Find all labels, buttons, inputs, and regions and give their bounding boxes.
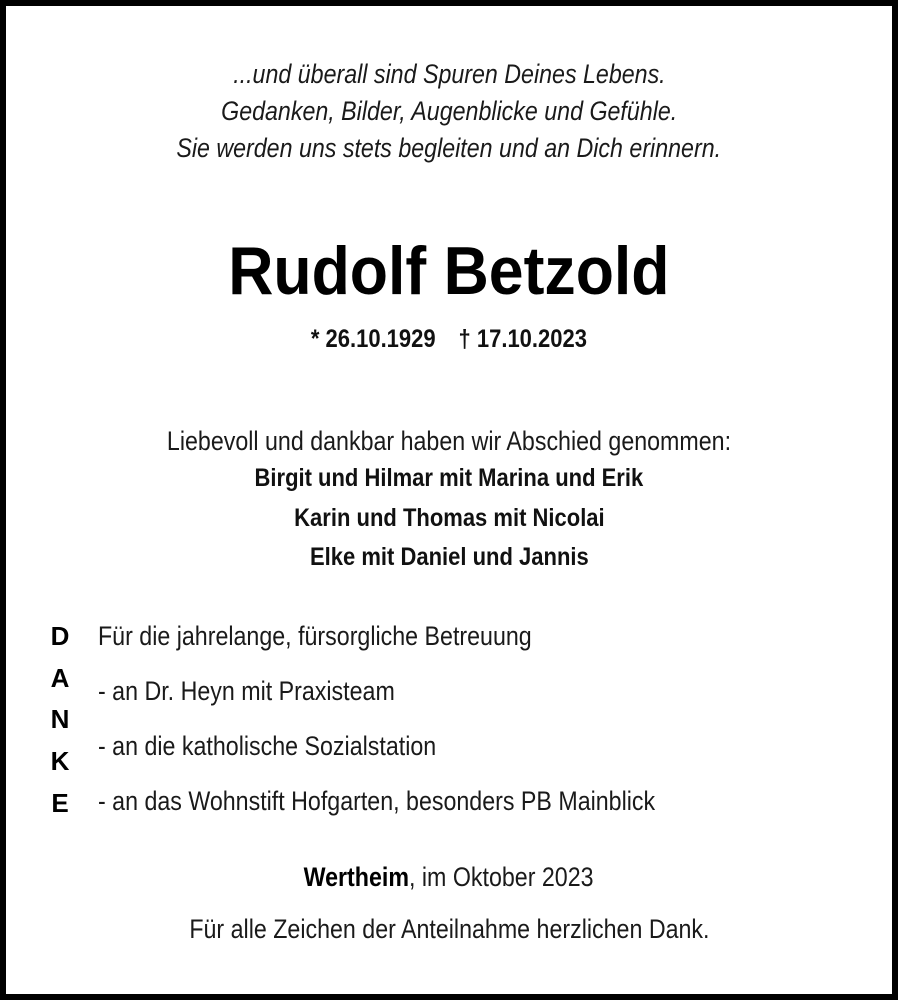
danke-letter-d: D [50, 621, 70, 651]
thanks-heading: Für die jahrelange, fürsorgliche Betreuung [98, 621, 532, 651]
mourner-family-1: Birgit und Hilmar mit Marina und Erik [254, 464, 644, 492]
place-city: Wertheim [304, 862, 410, 892]
deceased-name: Rudolf Betzold [228, 233, 670, 309]
obituary-notice [6, 6, 892, 994]
place-and-date [6, 864, 892, 891]
danke-letter-k: K [50, 746, 70, 776]
danke-letter-a: A [50, 663, 70, 693]
poem-line-1: ...und überall sind Spuren Deines Lebens. [232, 59, 666, 89]
death-cross-icon: † [458, 325, 471, 353]
thanks-line-wohnstift: - an das Wohnstift Hofgarten, besonders PB Mainblick [98, 786, 656, 816]
mourner-family-2: Karin und Thomas mit Nicolai [293, 504, 605, 532]
danke-letter-e: E [51, 788, 69, 818]
poem-line-2: Gedanken, Bilder, Augenblicke und Gefühle. [220, 96, 678, 126]
birth-star-icon: * [310, 325, 320, 353]
death-date: 17.10.2023 [476, 325, 588, 353]
danke-letter-n: N [50, 704, 70, 734]
mourners-intro: Liebevoll und dankbar haben wir Abschied genommen: [166, 426, 732, 456]
mourner-family-3: Elke mit Daniel und Jannis [309, 543, 589, 571]
poem-line-3: Sie werden uns stets begleiten und an Dich erinnern. [176, 133, 722, 163]
birth-date: 26.10.1929 [325, 325, 436, 353]
life-dates [6, 327, 892, 352]
closing-thanks: Für alle Zeichen der Anteilnahme herzlichen Dank. [188, 914, 710, 944]
thanks-line-doctor: - an Dr. Heyn mit Praxisteam [98, 676, 395, 706]
place-month: , im Oktober 2023 [409, 862, 594, 892]
thanks-line-sozialstation: - an die katholische Sozialstation [98, 731, 437, 761]
